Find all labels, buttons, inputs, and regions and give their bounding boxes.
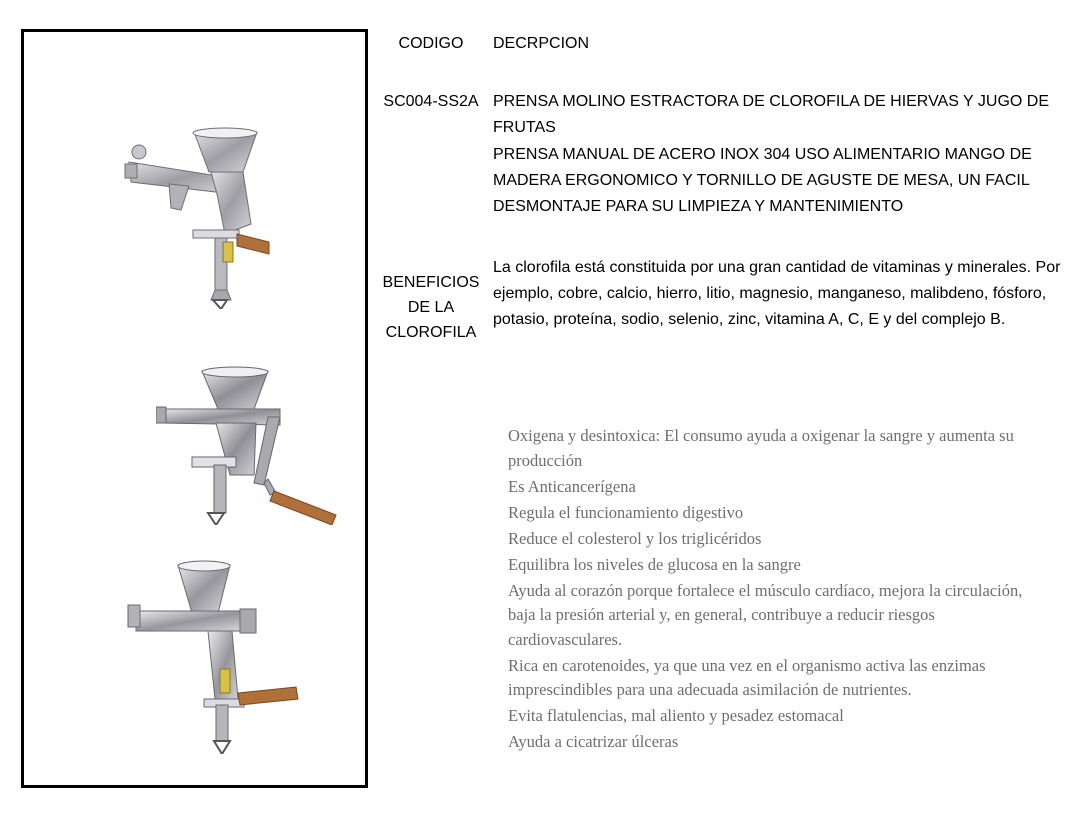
juicer-photo-3 — [124, 559, 304, 754]
benefit-item: Regula el funcionamiento digestivo — [508, 502, 744, 522]
product-code: SC004-SS2A — [383, 93, 479, 110]
description-column-header: DECRPCION — [493, 35, 590, 52]
benefit-item: Evita flatulencias, mal aliento y pesadez estomacal — [508, 706, 844, 725]
product-title: PRENSA MOLINO ESTRACTORA DE CLOROFILA DE HIERVAS Y JUGO DE FRUTAS — [493, 93, 1049, 136]
benefit-list — [508, 424, 1048, 755]
benefit-item: Es Anticancerígena — [508, 476, 636, 496]
benefit-item: Oxigena y desintoxica: El consumo ayuda a oxigenar la sangre y aumenta su producción — [508, 426, 1014, 470]
benefits-label-line-1: BENEFICIOS — [382, 274, 480, 291]
benefits-intro: La clorofila está constituida por una gran cantidad de vitaminas y minerales. Por ejemplo, cobre, calcio, hierro, litio, magnesio, manganeso, malibdeno, fósforo, potasio, proteína, sodio, selenio, zinc, vitamina A, C, E y del complejo B. — [493, 259, 1061, 328]
juicer-photo-1 — [119, 124, 289, 309]
benefit-item: Rica en carotenoides, ya que una vez en el organismo activa las enzimas imprescindibles para una adecuada asimilación de nutrientes. — [508, 655, 986, 699]
juicer-photo-2 — [156, 365, 351, 525]
benefit-item: Reduce el colesterol y los triglicéridos — [508, 528, 762, 548]
benefits-label-line-3: CLOROFILA — [385, 324, 477, 341]
benefit-item: Ayuda a cicatrizar úlceras — [508, 732, 679, 751]
benefits-label — [376, 270, 486, 345]
product-image-panel — [21, 29, 368, 788]
benefit-item: Equilibra los niveles de glucosa en la sangre — [508, 554, 801, 574]
product-description: PRENSA MANUAL DE ACERO INOX 304 USO ALIMENTARIO MANGO DE MADERA ERGONOMICO Y TORNILLO DE AGUSTE DE MESA, UN FACIL DESMONTAJE PARA SU LIMPIEZA Y MANTENIMIENTO — [493, 146, 1032, 215]
benefit-item: Ayuda al corazón porque fortalece el músculo cardíaco, mejora la circulación, baja la presión arterial y, en general, contribuye a reducir riesgos cardiovasculares. — [508, 580, 1023, 649]
code-column-header: CODIGO — [398, 35, 464, 52]
benefits-label-line-2: DE LA — [407, 299, 455, 316]
